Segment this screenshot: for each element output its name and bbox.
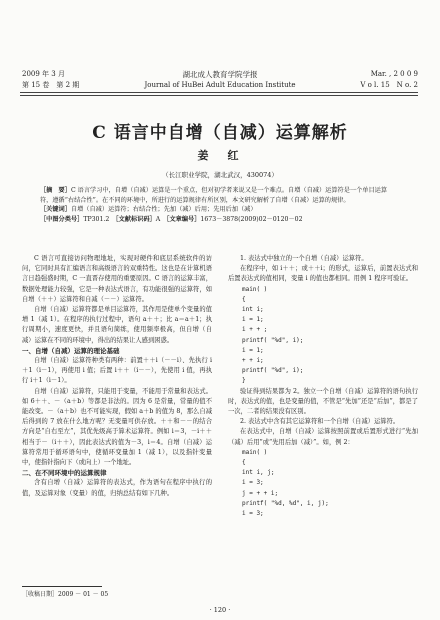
code-line: {	[242, 459, 246, 467]
code-line: printf( "%d, %d", i, j);	[242, 499, 329, 507]
code-line: {	[242, 295, 246, 303]
paragraph: 验证得到结果都为 2。独立一个自增（自减）运算符的语句执行时，表达式的值，也是变量的值，不管是“先加”还是“后加”，都是了一次，二者的结果没有区别。	[228, 387, 418, 416]
classification	[40, 215, 394, 225]
code-line: int i;	[242, 306, 264, 314]
article-value: 1673－3878(2009)02－0120－02	[200, 215, 303, 223]
received-date: ［收稿日期］2009 － 01 － 05	[22, 591, 109, 598]
issue-date: 2009 年 3 月	[22, 70, 65, 78]
code-line: main( )	[242, 448, 268, 456]
journal-title-en: Journal of HuBei Adult Education Institute	[144, 81, 296, 89]
volume-issue-en: V o l. 15 N o. 2	[360, 81, 418, 89]
code-line: i + + ;	[242, 326, 268, 334]
section-heading: 一、自增（自减）运算的理论基础	[22, 346, 120, 355]
journal-title-cn: 湖北成人教育学院学报	[182, 70, 258, 79]
code-line: int i, j;	[242, 469, 275, 477]
paragraph: 2. 表达式中含有其它运算符和一个自增（自减）运算符。	[240, 418, 400, 426]
code-line: main( )	[242, 285, 268, 293]
code-line: printf( "%d", i);	[242, 367, 304, 375]
issue-date-en: Mar. , 2 0 0 9	[370, 70, 418, 78]
paragraph: 在程序中，如 i＋＋；或＋＋i；的形式，运算后，前置表达式和后置表达式的值相同，变量 i 的值也都相同。用例 1 程序可验证。	[228, 265, 418, 283]
article-label: ［文章编号］	[166, 215, 201, 223]
paragraph: 自增（自减）运算符，只能用于变量，不能用于常量和表达式。如 6＋＋、－（a＋b）等都是非法的。因为 6 是常量，常量的值不能改变。－（a＋b）也不可能实现，假如 a＋b 的值为 8，那么自减后得到的 7 放在什么地方呢？无变量可供存放。＋＋和－－的结合方向是“自右至左”，其优先级高于算术运算符。例如 i＝3，－i＋＋相当于－（i＋＋），因此表达式的值为－3，i＝4。自增（自减）运算符常用于循环语句中，使循环变量加 1（减 1），以及指针变量中，使指针指向下（或向上）一个地址。	[22, 387, 212, 467]
code-line: i = 3;	[242, 510, 264, 518]
paragraph: C 语言可直接访问物理地址，实现对硬件和底层系统软件的访问，它同时具有汇编语言和高级语言的双重特性。这也是在计算机语言日趋强盛时期，C 一直晋存使用的重要原因。C 语言的运算丰富，数据处理能力较强，它是一种表达式语言，有功能很强的运算符，如自增（＋＋）运算符和自减（－－）运算符。	[22, 255, 212, 303]
code-line: + + i;	[242, 357, 264, 365]
keywords-label: ［关键词］	[40, 206, 71, 213]
right-column	[228, 254, 418, 519]
paragraph: 在表达式中，自增（自减）运算按照前置或后置形式进行“先加（减）后用”或“先用后加（减）”。如，例 2：	[228, 428, 418, 446]
page-number: · 120 ·	[209, 606, 231, 614]
paragraph: 自增（自减）运算符都是单目运算符，其作用是使单个变量的值增 1（减 1）。在程序的执行过程中，语句 a＋＋；比 a＝a＋1；执行周期小，速度更快，并且语句简练，使用频率极高，但自增（自减）运算在不同的环境中，得出的结果让人感到困惑。	[22, 306, 212, 344]
paragraph: 1. 表达式中独立的一个自增（自减）运算符。	[240, 255, 368, 262]
code-line: j = + + i;	[242, 489, 279, 497]
article-title: C 语言中自增（自减）运算解析	[92, 123, 348, 143]
doc-label: ［文献标识码］	[115, 215, 156, 223]
code-line: i = 1;	[242, 346, 264, 354]
clc-label: ［中图分类号］	[40, 215, 84, 223]
doc-value: A	[155, 215, 161, 223]
footnote-rule	[22, 586, 102, 587]
abstract-text: C 语言学习中，自增（自减）运算是一个重点，但对初学者来说又是一个难点。自增（自减）运算符是一个单目运算符，遵循“右结合性”。在不同的环境中，所进行的运算规律有所区别，本文研究解析了自增（自减）运算的规律。	[40, 187, 388, 204]
clc-value: TP301.2	[83, 215, 110, 223]
left-column	[22, 254, 212, 499]
abstract	[40, 186, 394, 205]
affiliation: （长江职业学院，湖北武汉，430074）	[162, 171, 278, 179]
header-rule-bottom	[20, 95, 418, 96]
abstract-label: ［摘 要］	[40, 187, 71, 194]
keywords	[40, 205, 394, 215]
code-line: printf( "%d", i);	[242, 336, 304, 344]
code-line: }	[242, 377, 246, 385]
code-line: i = 3;	[242, 479, 264, 487]
keywords-text: 自增（自减）运算符；右结合性；先加（减）后用；先用后加（减）	[70, 206, 257, 213]
section-heading: 二、在不同环境中的运算规律	[22, 469, 107, 478]
volume-issue: 第 15 卷 第 2 期	[22, 81, 80, 89]
code-line: i = 1;	[242, 316, 264, 324]
code-listing-2	[228, 448, 418, 519]
header-rule-top	[20, 92, 418, 93]
abstract-block	[40, 186, 394, 224]
paragraph: 自增（自减）运算符种类有两种：前置＋＋i（－－i）、先执行 i＋1（i－1），再使用 i 值；后置 i＋＋（i－－），先使用 i 值，再执行 i＋1（i－1）。	[22, 357, 212, 385]
author: 姜 红	[197, 149, 243, 162]
paragraph: 含有自增（自减）运算符的表达式，作为语句在程序中执行的值，及运算对象（变量）的值，归纳总结有如下几种。	[22, 479, 212, 497]
code-listing-1	[228, 285, 418, 387]
